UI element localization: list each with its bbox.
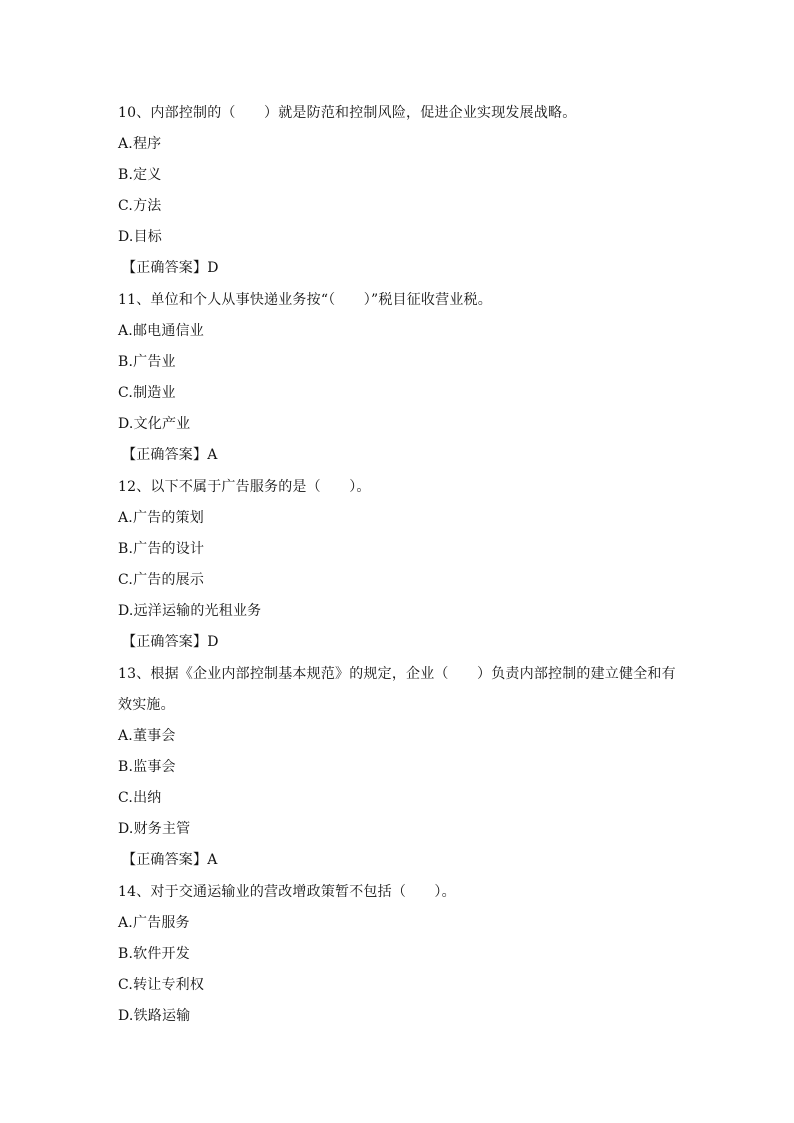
correct-answer: 【正确答案】A <box>122 852 218 868</box>
option-c: C.制造业 <box>118 385 176 401</box>
option-a: A.广告服务 <box>118 915 190 931</box>
option-d: D.铁路运输 <box>118 1008 191 1024</box>
option-c: C.方法 <box>118 198 162 214</box>
option-a: A.程序 <box>118 136 162 152</box>
option-a: A.董事会 <box>118 728 176 744</box>
option-a: A.邮电通信业 <box>118 323 204 339</box>
option-d: D.远洋运输的光租业务 <box>118 603 262 619</box>
question-10: 10、内部控制的（ ）就是防范和控制风险，促进企业实现发展战略。 <box>118 105 577 121</box>
option-b: B.广告的设计 <box>118 541 205 557</box>
correct-answer: 【正确答案】D <box>122 634 219 650</box>
option-a: A.广告的策划 <box>118 510 204 526</box>
question-11: 11、单位和个人从事快递业务按“（ ）”税目征收营业税。 <box>118 292 492 308</box>
option-c: C.转让专利权 <box>118 977 205 993</box>
question-13-continued: 效实施。 <box>118 697 175 713</box>
question-13: 13、根据《企业内部控制基本规范》的规定，企业（ ）负责内部控制的建立健全和有 <box>118 666 676 682</box>
option-c: C.出纳 <box>118 790 162 806</box>
option-b: B.监事会 <box>118 759 176 775</box>
option-c: C.广告的展示 <box>118 572 205 588</box>
option-b: B.软件开发 <box>118 946 190 962</box>
option-d: D.目标 <box>118 229 162 245</box>
correct-answer: 【正确答案】A <box>122 447 218 463</box>
option-d: D.财务主管 <box>118 821 191 837</box>
question-12: 12、以下不属于广告服务的是（ ）。 <box>118 479 371 495</box>
option-b: B.广告业 <box>118 354 176 370</box>
question-14: 14、对于交通运输业的营改增政策暂不包括（ ）。 <box>118 884 456 900</box>
option-b: B.定义 <box>118 167 162 183</box>
correct-answer: 【正确答案】D <box>122 260 219 276</box>
option-d: D.文化产业 <box>118 416 191 432</box>
